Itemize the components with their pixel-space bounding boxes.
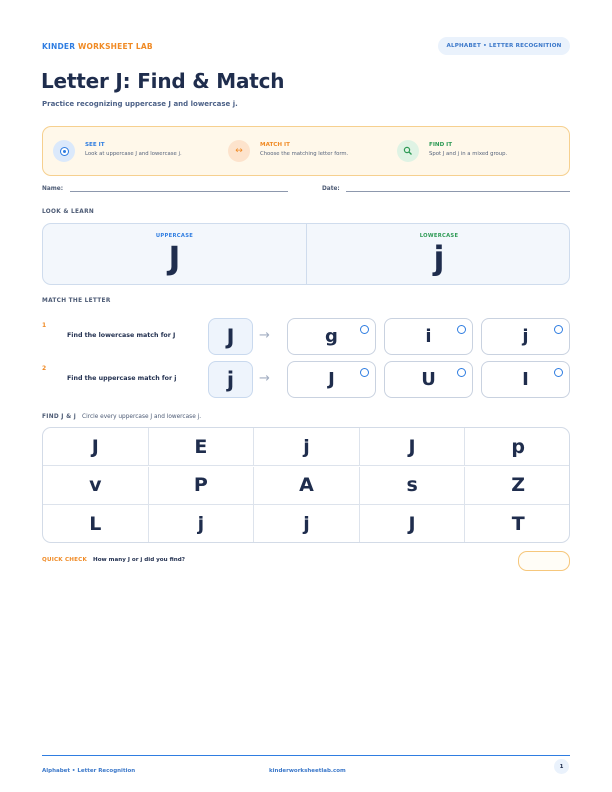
answer-option[interactable] (384, 318, 473, 355)
name-field[interactable] (70, 191, 288, 192)
row-number: 2 (42, 365, 47, 372)
page-subtitle: Practice recognizing uppercase J and lowercase j. (42, 100, 238, 108)
grid-letter-cell[interactable]: J (360, 505, 466, 543)
uppercase-panel (43, 224, 307, 285)
lowercase-letter: j (433, 239, 445, 277)
uppercase-letter: J (168, 239, 181, 277)
steps-panel (42, 126, 570, 176)
match-prompt: Find the lowercase match for J (67, 332, 176, 339)
brand-name-part1: KINDER (42, 42, 76, 51)
uppercase-label: UPPERCASE (155, 233, 194, 239)
step-description: Spot J and j in a mixed group. (429, 151, 508, 157)
answer-circle[interactable] (554, 368, 563, 377)
find-instruction: Circle every uppercase J and lowercase j. (82, 414, 202, 420)
look-learn-heading: LOOK & LEARN (42, 209, 94, 215)
lowercase-panel (307, 224, 570, 285)
answer-option[interactable] (481, 361, 570, 398)
grid-letter-cell[interactable]: j (254, 505, 360, 543)
answer-option[interactable] (287, 361, 376, 398)
answer-option[interactable] (287, 318, 376, 355)
answer-option[interactable] (481, 318, 570, 355)
grid-letter-cell[interactable]: P (149, 467, 255, 505)
option-letter: U (421, 369, 436, 390)
grid-letter-cell[interactable]: s (360, 467, 466, 505)
match-heading: MATCH THE LETTER (42, 298, 111, 304)
answer-circle[interactable] (457, 368, 466, 377)
brand-logo (42, 42, 153, 51)
option-letter: j (522, 326, 529, 347)
grid-letter-cell[interactable]: E (149, 428, 255, 466)
answer-circle[interactable] (360, 368, 369, 377)
answer-circle[interactable] (360, 325, 369, 334)
option-letter: g (325, 326, 338, 347)
grid-letter-cell[interactable]: Z (465, 467, 570, 505)
option-letter: I (522, 369, 529, 390)
step-title: SEE IT (85, 142, 105, 148)
lowercase-label: LOWERCASE (419, 233, 459, 239)
quick-check (42, 557, 185, 563)
grid-letter-cell[interactable]: j (149, 505, 255, 543)
match-row (42, 361, 570, 401)
quick-check-question: How many J or j did you find? (93, 557, 185, 563)
grid-letter-cell[interactable]: A (254, 467, 360, 505)
grid-letter-cell[interactable]: T (511, 513, 525, 536)
grid-letter-cell[interactable]: L (43, 505, 149, 543)
answer-box[interactable] (518, 551, 570, 571)
grid-letter-cell[interactable]: j (254, 428, 360, 466)
brand-name-part2: WORKSHEET LAB (78, 42, 153, 51)
answer-option[interactable] (384, 361, 473, 398)
match-prompt: Find the uppercase match for j (67, 375, 177, 382)
footer-website: kinderworksheetlab.com (269, 768, 346, 774)
letter-grid (42, 427, 570, 543)
footer-topic: Alphabet • Letter Recognition (42, 768, 136, 774)
grid-letter-cell[interactable]: J (360, 428, 466, 466)
step-title: FIND IT (429, 142, 453, 148)
target-dot-icon (53, 140, 75, 162)
step-description: Look at uppercase J and lowercase j. (85, 151, 182, 157)
grid-letter-cell[interactable]: J (43, 428, 149, 466)
find-label: FIND J & j (42, 414, 77, 420)
footer-divider (42, 755, 570, 756)
arrow-right-icon: → (259, 371, 270, 386)
row-number: 1 (42, 322, 47, 329)
answer-circle[interactable] (457, 325, 466, 334)
topic-pill: ALPHABET • LETTER RECOGNITION (438, 37, 570, 55)
target-letter: j (208, 361, 253, 398)
grid-letter-cell[interactable]: v (43, 467, 149, 505)
option-letter: i (425, 326, 432, 347)
match-row (42, 318, 570, 358)
page-title: Letter J: Find & Match (41, 69, 285, 93)
target-letter: J (208, 318, 253, 355)
option-letter: J (328, 369, 335, 390)
grid-letter-cell[interactable]: p (465, 428, 570, 466)
arrows-icon: ↔ (228, 140, 250, 162)
arrow-right-icon: → (259, 328, 270, 343)
find-heading (42, 414, 201, 420)
look-learn-card (42, 223, 570, 285)
step-description: Choose the matching letter form. (260, 151, 349, 157)
date-field[interactable] (346, 191, 570, 192)
step-title: MATCH IT (260, 142, 290, 148)
magnifier-icon (397, 140, 419, 162)
answer-circle[interactable] (554, 325, 563, 334)
name-label: Name: (42, 186, 64, 192)
page-number: 1 (554, 759, 569, 774)
quick-check-label: QUICK CHECK (42, 557, 88, 563)
date-label: Date: (322, 186, 340, 192)
